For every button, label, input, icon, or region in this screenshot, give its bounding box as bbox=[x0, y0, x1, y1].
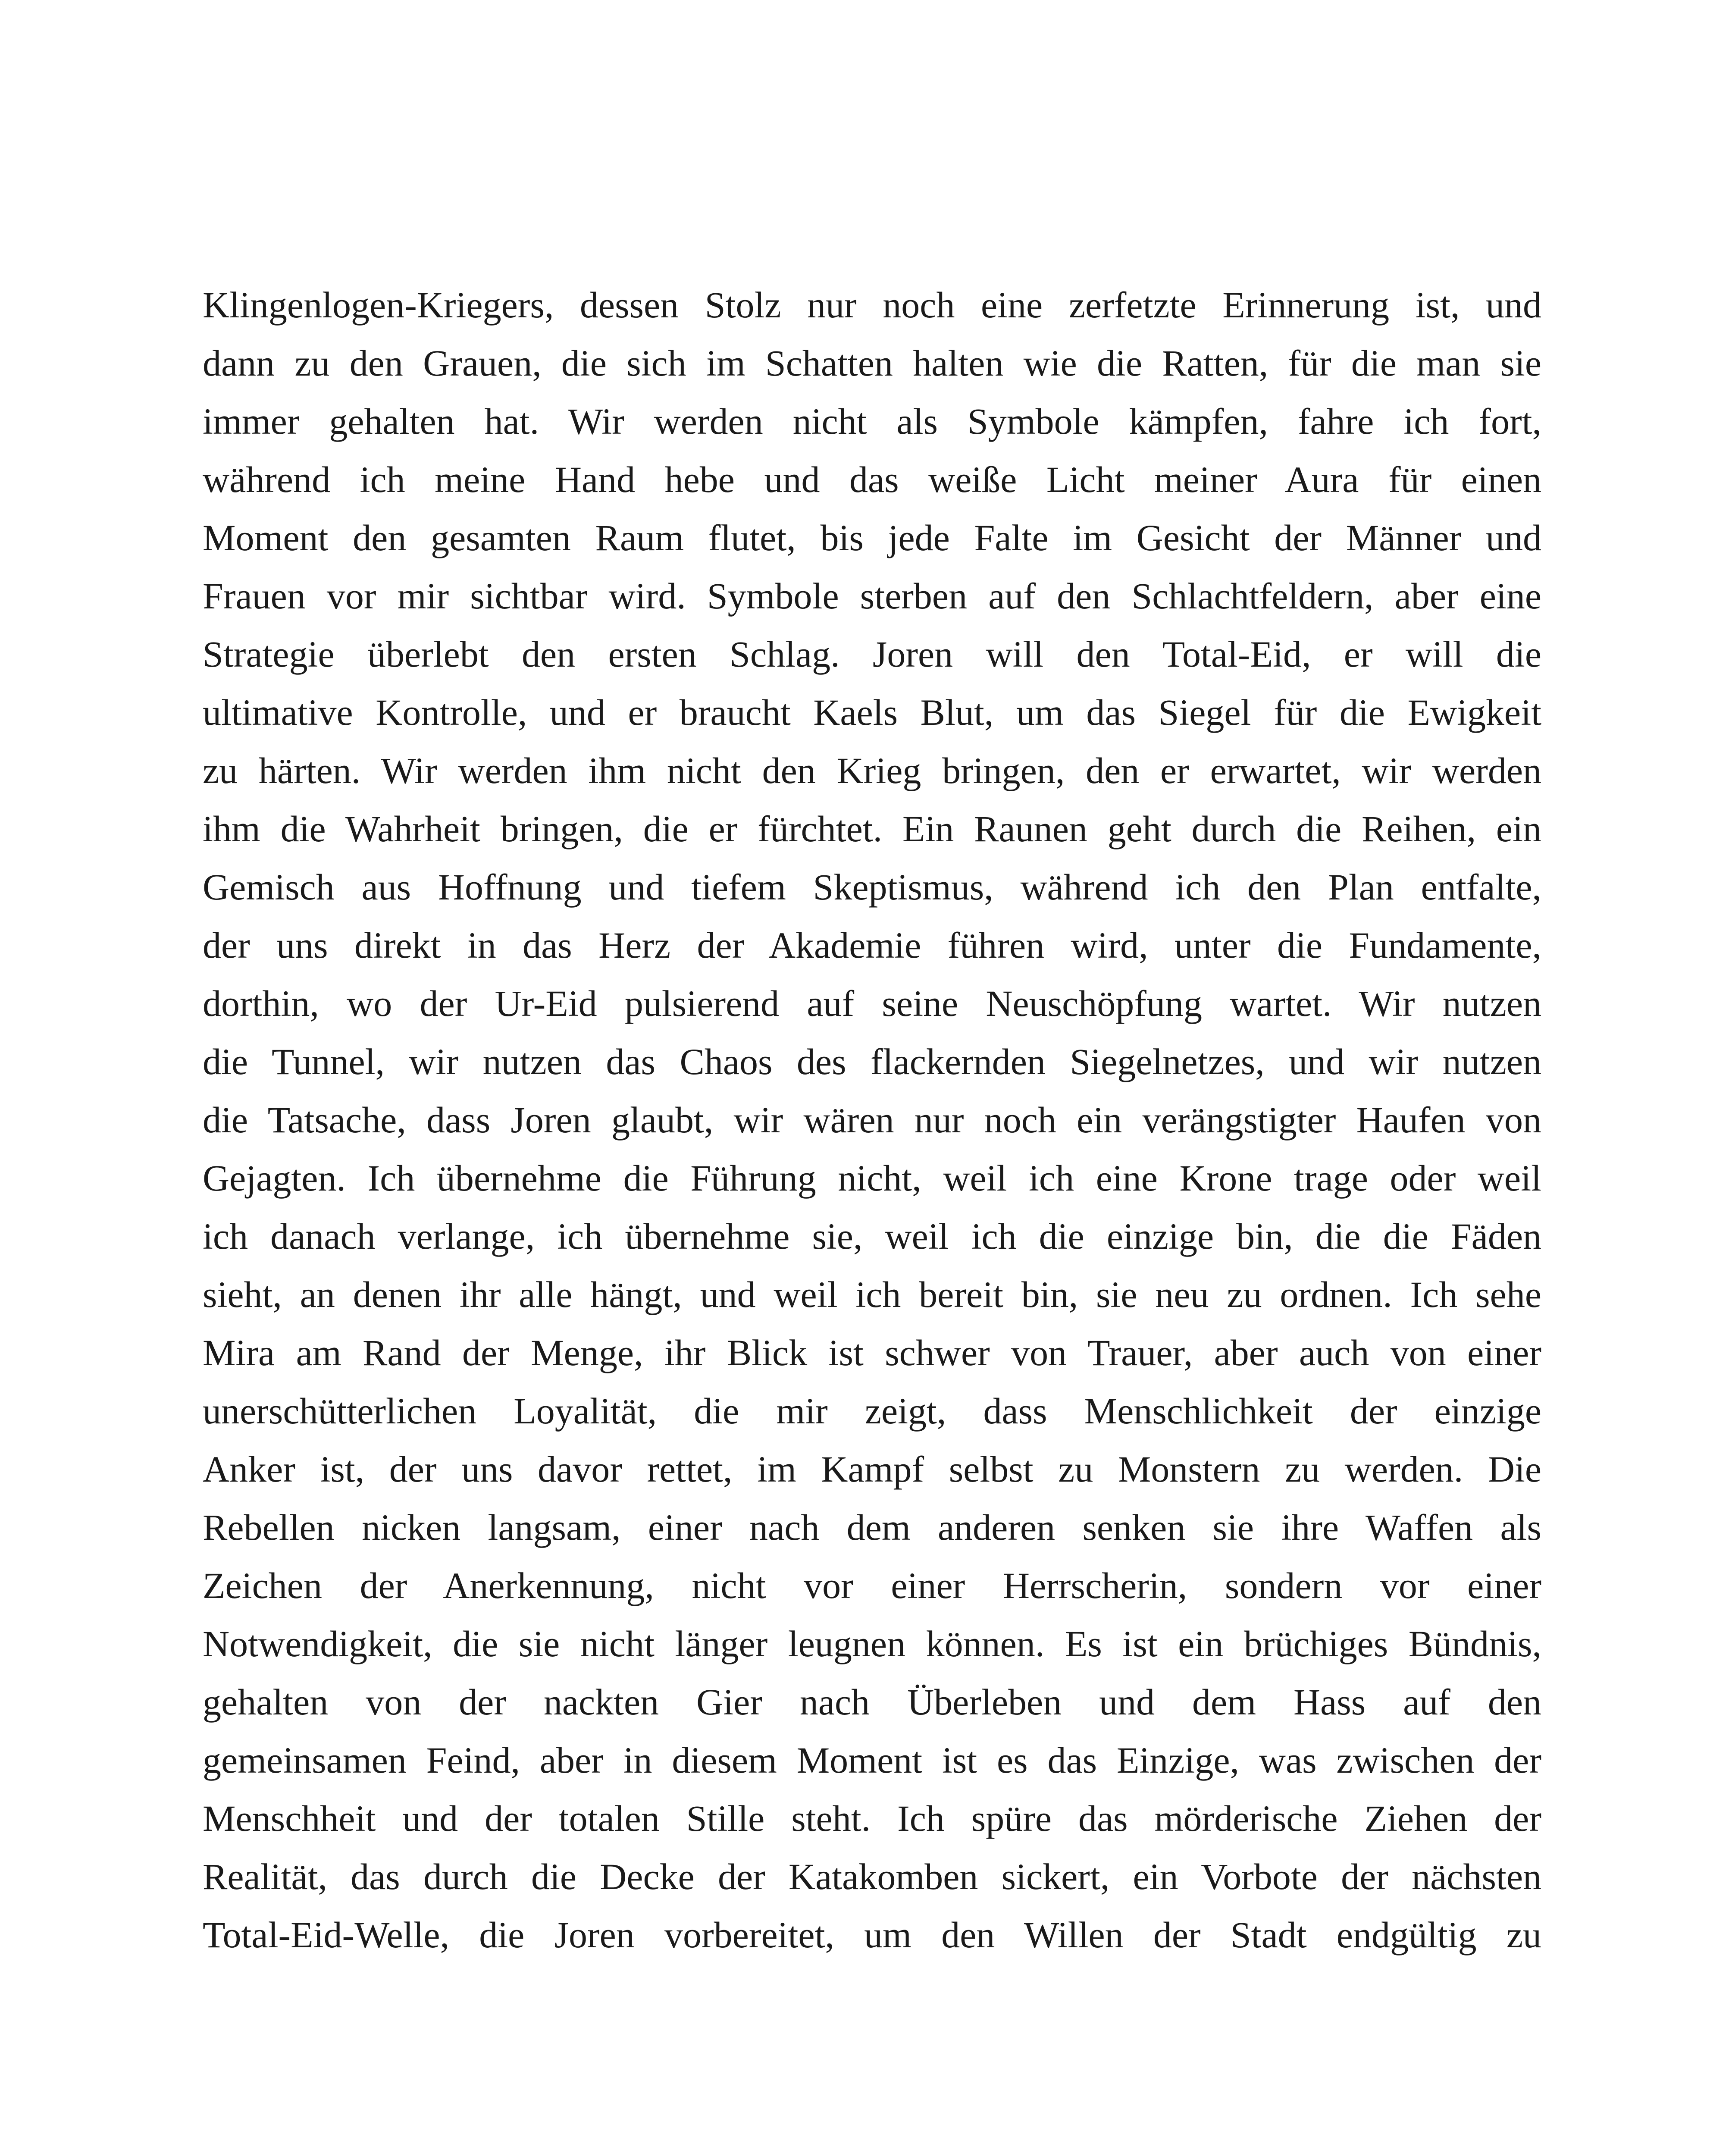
text-line: dorthin, wo der Ur-Eid pulsierend auf seine Neuschöpfung wartet. Wir nutzen bbox=[203, 983, 1541, 1024]
text-line: sieht, an denen ihr alle hängt, und weil ich bereit bin, sie neu zu ordnen. Ich sehe bbox=[203, 1274, 1541, 1315]
text-line: zu härten. Wir werden ihm nicht den Krieg bringen, den er erwartet, wir werden bbox=[203, 750, 1541, 791]
text-line: ihm die Wahrheit bringen, die er fürchtet. Ein Raunen geht durch die Reihen, ein bbox=[203, 808, 1541, 849]
text-line: dann zu den Grauen, die sich im Schatten halten wie die Ratten, für die man sie bbox=[203, 342, 1541, 384]
text-line: Moment den gesamten Raum flutet, bis jede Falte im Gesicht der Männer und bbox=[203, 517, 1541, 558]
text-line: Anker ist, der uns davor rettet, im Kampf selbst zu Monstern zu werden. Die bbox=[203, 1448, 1541, 1490]
text-line: Gemisch aus Hoffnung und tiefem Skeptismus, während ich den Plan entfalte, bbox=[203, 866, 1541, 908]
text-line: Realität, das durch die Decke der Katakomben sickert, ein Vorbote der nächsten bbox=[203, 1856, 1541, 1897]
body-text bbox=[203, 276, 1541, 1964]
text-line: während ich meine Hand hebe und das weiße Licht meiner Aura für einen bbox=[203, 459, 1541, 500]
text-line: Zeichen der Anerkennung, nicht vor einer Herrscherin, sondern vor einer bbox=[203, 1565, 1541, 1606]
text-line: Frauen vor mir sichtbar wird. Symbole sterben auf den Schlachtfeldern, aber eine bbox=[203, 575, 1541, 617]
text-line: Notwendigkeit, die sie nicht länger leugnen können. Es ist ein brüchiges Bündnis, bbox=[203, 1623, 1541, 1664]
text-line: Total-Eid-Welle, die Joren vorbereitet, um den Willen der Stadt endgültig zu bbox=[203, 1914, 1541, 1955]
text-line: Mira am Rand der Menge, ihr Blick ist schwer von Trauer, aber auch von einer bbox=[203, 1332, 1541, 1373]
text-line: Gejagten. Ich übernehme die Führung nicht, weil ich eine Krone trage oder weil bbox=[203, 1157, 1541, 1199]
text-line: die Tatsache, dass Joren glaubt, wir wären nur noch ein verängstigter Haufen von bbox=[203, 1099, 1541, 1141]
text-line: gemeinsamen Feind, aber in diesem Moment ist es das Einzige, was zwischen der bbox=[203, 1739, 1541, 1781]
text-line: unerschütterlichen Loyalität, die mir zeigt, dass Menschlichkeit der einzige bbox=[203, 1390, 1541, 1432]
text-line: Menschheit und der totalen Stille steht. Ich spüre das mörderische Ziehen der bbox=[203, 1798, 1541, 1839]
text-line: der uns direkt in das Herz der Akademie führen wird, unter die Fundamente, bbox=[203, 924, 1541, 966]
text-line: Strategie überlebt den ersten Schlag. Joren will den Total-Eid, er will die bbox=[203, 633, 1541, 675]
text-line: immer gehalten hat. Wir werden nicht als Symbole kämpfen, fahre ich fort, bbox=[203, 401, 1541, 442]
text-line: die Tunnel, wir nutzen das Chaos des flackernden Siegelnetzes, und wir nutzen bbox=[203, 1041, 1541, 1082]
text-line: gehalten von der nackten Gier nach Überleben und dem Hass auf den bbox=[203, 1681, 1541, 1723]
text-line: Klingenlogen-Kriegers, dessen Stolz nur noch eine zerfetzte Erinnerung ist, und bbox=[203, 284, 1541, 326]
text-line: Rebellen nicken langsam, einer nach dem anderen senken sie ihre Waffen als bbox=[203, 1507, 1541, 1548]
text-line: ultimative Kontrolle, und er braucht Kaels Blut, um das Siegel für die Ewigkeit bbox=[203, 692, 1541, 733]
text-line: ich danach verlange, ich übernehme sie, weil ich die einzige bin, die die Fäden bbox=[203, 1216, 1541, 1257]
